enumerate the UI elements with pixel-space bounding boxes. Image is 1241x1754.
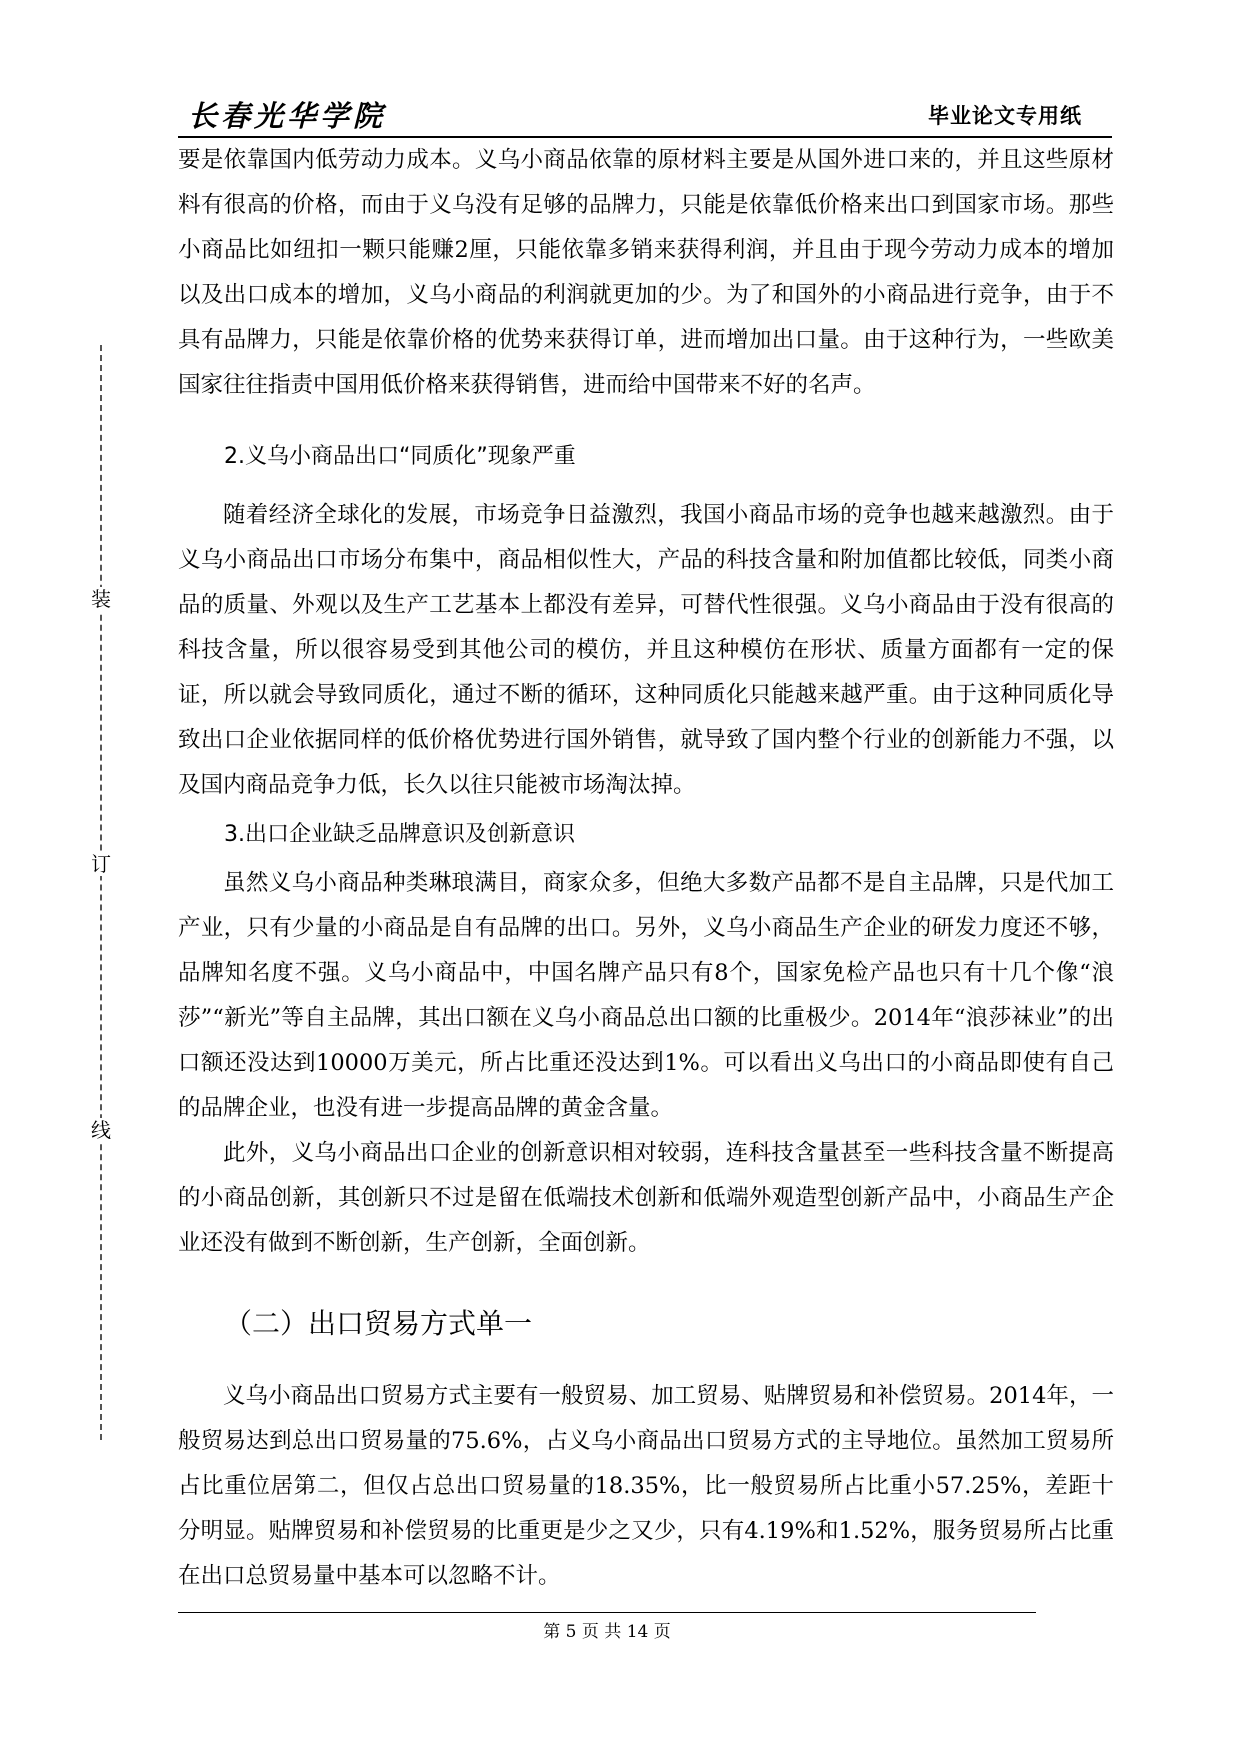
paragraph-5: 义乌小商品出口贸易方式主要有一般贸易、加工贸易、贴牌贸易和补偿贸易。2014年，一般贸易达到总出口贸易量的75.6%，占义乌小商品出口贸易方式的主导地位。虽然加工贸易所占比重位居第二，但仅占总出口贸易量的18.35%，比一般贸易所占比重小57.25%，差距十分明显。贴牌贸易和补偿贸易的比重更是少之又少，只有4.19%和1.52%，服务贸易所占比重在出口总贸易量中基本可以忽略不计。: [178, 1383, 1114, 1589]
binding-mark-ding: 订: [91, 852, 111, 876]
page-number: 第 5 页 共 14 页: [543, 1622, 671, 1642]
paragraph-1: 要是依靠国内低劳动力成本。义乌小商品依靠的原材料主要是从国外进口来的，并且这些原材料有很高的价格，而由于义乌没有足够的品牌力，只能是依靠低价格来出口到国家市场。那些小商品比如纽扣一颗只能赚2厘，只能依靠多销来获得利润，并且由于现今劳动力成本的增加以及出口成本的增加，义乌小商品的利润就更加的少。为了和国外的小商品进行竞争，由于不具有品牌力，只能是依靠价格的优势来获得订单，进而增加出口量。由于这种行为，一些欧美国家往往指责中国用低价格来获得销售，进而给中国带来不好的名声。: [178, 147, 1114, 398]
subheading-3: 3.出口企业缺乏品牌意识及创新意识: [224, 822, 575, 847]
footer-rule: [178, 1612, 1036, 1613]
binding-mark-xian: 线: [91, 1118, 111, 1142]
binding-dashed-line: [100, 345, 102, 1440]
paragraph-2: 随着经济全球化的发展，市场竞争日益激烈，我国小商品市场的竞争也越来越激烈。由于义乌小商品出口市场分布集中，商品相似性大，产品的科技含量和附加值都比较低，同类小商品的质量、外观以及生产工艺基本上都没有差异，可替代性很强。义乌小商品由于没有很高的科技含量，所以很容易受到其他公司的模仿，并且这种模仿在形状、质量方面都有一定的保证，所以就会导致同质化，通过不断的循环，这种同质化只能越来越严重。由于这种同质化导致出口企业依据同样的低价格优势进行国外销售，就导致了国内整个行业的创新能力不强，以及国内商品竞争力低，长久以往只能被市场淘汰掉。: [178, 502, 1114, 798]
section-heading: （二）出口贸易方式单一: [224, 1307, 533, 1340]
school-name: 长春光华学院: [188, 99, 387, 133]
binding-mark-zhuang: 装: [91, 587, 111, 611]
paper-label: 毕业论文专用纸: [928, 104, 1082, 128]
body-content: [178, 138, 1114, 1599]
paragraph-4: 此外，义乌小商品出口企业的创新意识相对较弱，连科技含量甚至一些科技含量不断提高的小商品创新，其创新只不过是留在低端技术创新和低端外观造型创新产品中，小商品生产企业还没有做到不断创新，生产创新，全面创新。: [178, 1140, 1114, 1256]
page-header: [178, 94, 1112, 138]
subheading-2: 2.义乌小商品出口“同质化”现象严重: [224, 444, 576, 469]
paragraph-3: 虽然义乌小商品种类琳琅满目，商家众多，但绝大多数产品都不是自主品牌，只是代加工产业，只有少量的小商品是自有品牌的出口。另外，义乌小商品生产企业的研发力度还不够，品牌知名度不强。义乌小商品中，中国名牌产品只有8个，国家免检产品也只有十几个像“浪莎”“新光”等自主品牌，其出口额在义乌小商品总出口额的比重极少。2014年“浪莎袜业”的出口额还没达到10000万美元，所占比重还没达到1%。可以看出义乌出口的小商品即使有自己的品牌企业，也没有进一步提高品牌的黄金含量。: [178, 870, 1114, 1121]
